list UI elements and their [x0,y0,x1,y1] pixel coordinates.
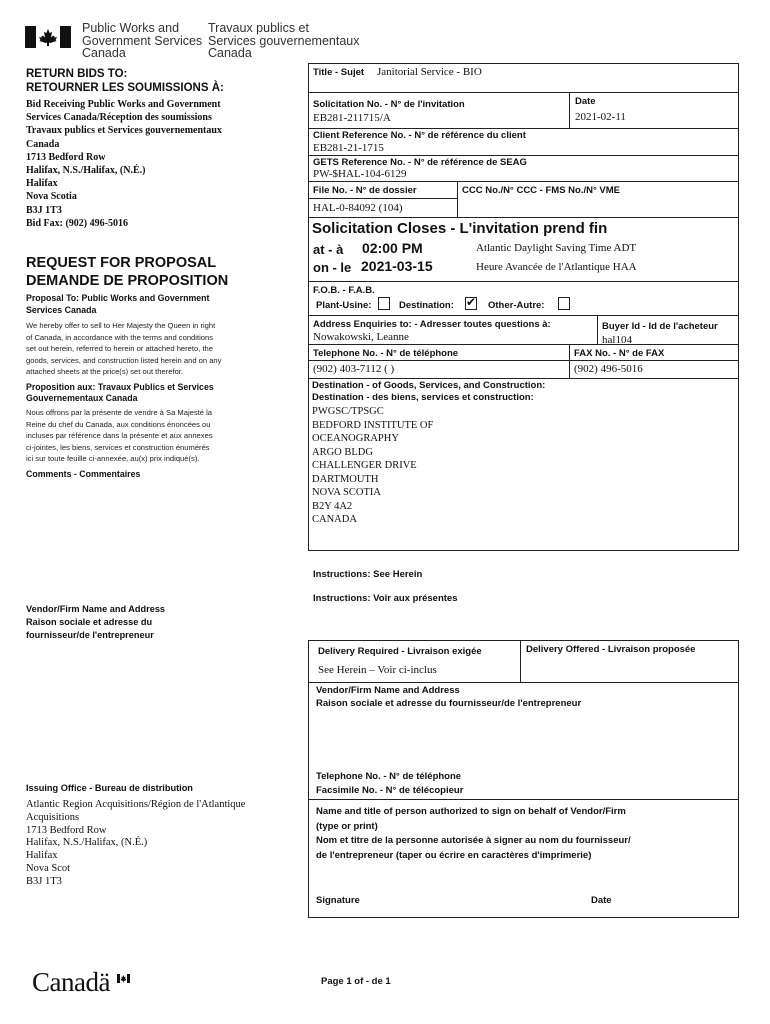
vendor-name-address-label: Vendor/Firm Name and Address Raison sociale et adresse du fournisseur/de l'entrepreneur [26,604,166,640]
checkmark-icon: ✔ [466,295,477,309]
plant-usine-label: Plant-Usine: [316,300,372,311]
date-value: 2021-02-11 [575,111,626,123]
plant-usine-checkbox[interactable] [378,297,390,310]
phone-value: (902) 403-7112 ( ) [313,363,395,375]
vendor-telephone-label[interactable]: Telephone No. - N° de téléphone [316,771,462,782]
timezone-en: Atlantic Daylight Saving Time ADT [476,242,637,254]
maple-leaf-flag-icon [25,26,71,48]
issuing-office-section [26,782,296,889]
return-bids-title-fr: RETOURNER LES SOUMISSIONS À: [26,82,224,94]
other-autre-label: Other-Autre: [488,300,545,311]
destination-checkbox[interactable] [465,297,477,310]
client-ref-label: Client Reference No. - N° de référence du client [313,130,526,141]
delivery-offered-label[interactable]: Delivery Offered - Livraison proposée [526,644,696,655]
proposal-to-section [26,293,288,480]
solicitation-closes-title: Solicitation Closes - L'invitation prend fin [312,220,608,237]
timezone-fr: Heure Avancée de l'Atlantique HAA [476,261,637,273]
address-enquiries-label: Address Enquiries to: - Adresser toutes questions à: [313,319,551,330]
destination-goods-label-en: Destination - of Goods, Services, and Construction: [312,380,546,391]
delivery-required-label: Delivery Required - Livraison exigée [318,646,482,657]
other-autre-checkbox[interactable] [558,297,570,310]
canada-flag-logo [25,26,71,48]
ccc-label: CCC No./N° CCC - FMS No./N° VME [462,185,621,196]
solicitation-value: EB281-211715/A [313,112,391,124]
vendor-facsimile-label[interactable]: Facsimile No. - N° de télécopieur [316,785,464,796]
vendor-name-label: Vendor/Firm Name and Address [316,685,460,696]
destination-label: Destination: [399,300,454,311]
solicitation-label: Solicitation No. - N° de l'invitation [313,99,465,110]
buyer-id-value: hal104 [602,334,632,346]
file-no-value: HAL-0-84092 (104) [313,202,403,214]
issuing-office-address: Atlantic Region Acquisitions/Région de l'Atlantique Acquisitions 1713 Bedford Row Halifax, N.S./Halifax, (N.É.) Halifax Nova Scot B3J 1T3 [26,799,246,887]
department-name-fr: Travaux publics et Services gouvernementaux Canada [208,21,360,60]
date-label: Date [575,96,596,107]
authorized-person-label[interactable]: Name and title of person authorized to sign on behalf of Vendor/Firm (type or print) Nom et titre de la personne autorisée à signer au nom du fournisseur/ de l'entrepreneur (taper ou écrire en caractères d'imprimerie) [316,806,631,861]
destination-address: PWGSC/TPSGC BEDFORD INSTITUTE OF OCEANOGRAPHY ARGO BLDG CHALLENGER DRIVE DARTMOUTH NOVA SCOTIA B2Y 4A2 CANADA [312,406,434,525]
department-name-en: Public Works and Government Services Canada [82,21,203,60]
fax-value: (902) 496-5016 [574,363,643,375]
comments-label: Comments - Commentaires [26,468,141,479]
rfp-title: REQUEST FOR PROPOSAL DEMANDE DE PROPOSITION [26,255,229,289]
title-label: Title - Sujet [313,67,365,78]
buyer-id-label: Buyer Id - Id de l'acheteur [602,321,718,332]
proposal-to-text: We hereby offer to sell to Her Majesty the Queen in right of Canada, in accordance with the terms and conditions set out herein, referred to herein or attached hereto, the goods, services, and construction listed herein and on any attached sheets at the price(s) set out therefor. [26,321,222,377]
gets-ref-label: GETS Reference No. - N° de référence de SEAG [313,157,527,168]
destination-goods-label-fr: Destination - des biens, services et construction: [312,392,534,403]
closing-time-value: 02:00 PM [362,240,423,256]
proposition-text: Nous offrons par la présente de vendre à Sa Majesté la Reine du chef du Canada, aux conditions énoncées ou incluses par référence dans la présente et aux annexes ci-jointes, les biens, services et construction énumérés ici sur toute feuille ci-annexée, au(x) prix indiqué(s). [26,407,213,464]
delivery-required-value: See Herein – Voir ci-inclus [318,664,437,676]
at-label: at - à [313,242,344,257]
signature-date-label[interactable]: Date [591,895,612,906]
issuing-office-label: Issuing Office - Bureau de distribution [26,783,193,793]
return-bids-section [26,67,294,230]
vendor-address-label[interactable]: Raison sociale et adresse du fournisseur/de l'entrepreneur [316,698,582,709]
signature-label[interactable]: Signature [316,895,360,906]
on-label: on - le [313,260,352,275]
address-enquiries-value: Nowakowski, Leanne [313,331,409,343]
proposal-to-label: Proposal To: Public Works and Government Services Canada [26,293,210,315]
return-bids-address: Bid Receiving Public Works and Government Services Canada/Réception des soumissions Travaux publics et Services gouvernementaux Canada 1713 Bedford Row Halifax, N.S./Halifax, (N.É.) Halifax Nova Scotia B3J 1T3 Bid Fax: (902) 496-5016 [26,99,222,229]
proposition-label: Proposition aux: Travaux Publics et Services Gouvernementaux Canada [26,381,214,404]
title-value: Janitorial Service - BIO [377,66,482,78]
return-bids-title-en: RETURN BIDS TO: [26,68,128,80]
gets-ref-value: PW-$HAL-104-6129 [313,168,407,180]
client-ref-value: EB281-21-1715 [313,142,384,154]
instructions-en: Instructions: See Herein [313,569,423,580]
closing-date-value: 2021-03-15 [361,258,433,274]
phone-label: Telephone No. - N° de téléphone [313,348,459,359]
file-no-label: File No. - N° de dossier [313,185,417,196]
fob-label: F.O.B. - F.A.B. [313,285,375,296]
wordmark-flag-icon [117,970,130,979]
instructions-fr: Instructions: Voir aux présentes [313,593,458,604]
page-number: Page 1 of - de 1 [321,976,391,987]
canada-wordmark: Canadä [32,967,110,997]
fax-label: FAX No. - N° de FAX [574,348,665,359]
